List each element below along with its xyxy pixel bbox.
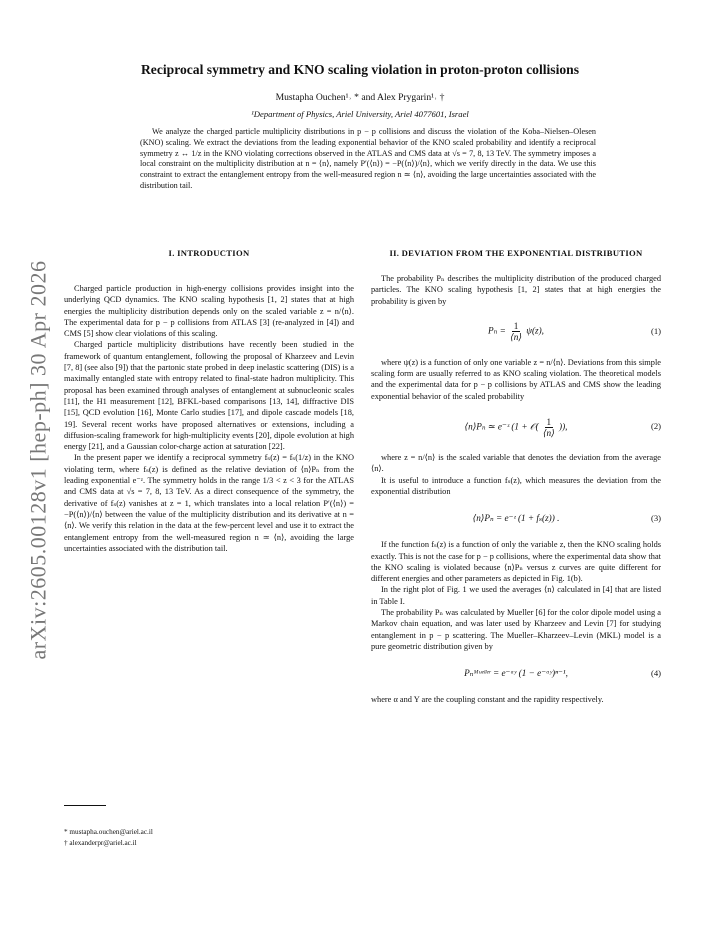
section-heading-deviation: II. DEVIATION FROM THE EXPONENTIAL DISTRIBUTION [389,248,643,258]
equation-2-number: (2) [650,421,661,432]
equation-2-numerator: 1 [546,416,552,427]
footnote-email-1: * mustapha.ouchen@ariel.ac.il [64,828,153,836]
intro-paragraph-2: Charged particle multiplicity distributions have recently been studied in the framework of quantum entanglement, following the proposal of Kharzeev and Levin [7, 8] (see also [9]) that the partonic state probed in deep inelastic scattering (DIS) is a maximally entangled state with entropy related to final-state hadron multiplicity. This proposal has been examined through analyses of entanglement at subnucleonic scales [11], the H1 measurement [12], BFKL-based comparisons [13, 14], diffractive DIS [15], QCD evolution [16], Monte Carlo studies [17], and dipole cascade models [18, 19]. Several recent works have proposed alternatives or extensions, including a diffusion-scaling framework for high-multiplicity events [20], dipole evolution at high energy [21], and a Gaussian color-charge action at saturation [22]. [64,340,354,452]
section2-paragraph-1: The probability Pₙ describes the multiplicity distribution of the produced charged particles. The KNO scaling hypothesis [1, 2] states that at high energies the probability is given by [371,274,661,306]
equation-2-denominator: ⟨n⟩ [542,427,555,438]
arxiv-identifier: arXiv:2605.00128v1 [hep-ph] 30 Apr 2026 [25,260,51,660]
arxiv-sidebar [18,250,58,670]
section2-paragraph-4: It is useful to introduce a function fₛ(z), which measures the deviation from the exponential distribution [371,475,661,496]
paper-affiliation: ¹Department of Physics, Ariel University, Ariel 4077601, Israel [251,109,469,119]
section-heading-introduction: I. INTRODUCTION [168,248,250,258]
equation-1-lhs: Pₙ = [488,326,506,336]
equation-2 [371,410,661,444]
equation-4 [371,660,661,686]
intro-paragraph-1: Charged particle production in high-energy collisions provides insight into the underlying QCD dynamics. The KNO scaling hypothesis [1, 2] states that at high energies the multiplicity distribution depends only on the scaled variable z = n/⟨n⟩. The experimental data for p − p collisions from ATLAS [3] (re-analyzed in [4]) and CMS [5] show clear violations of this scaling. [64,284,354,339]
equation-4-number: (4) [650,667,661,678]
abstract-text: We analyze the charged particle multiplicity distributions in p − p collisions and discuss the violation of the Koba–Nielsen–Olesen (KNO) scaling. We extract the deviations from the leading exponential behavior of the KNO scaled probability and identify a reciprocal symmetry z ↔ 1/z in the KNO violating corrections observed in the ATLAS and CMS data at √s = 7, 8, 13 TeV. The symmetry imposes a local constraint on the multiplicity distribution at n = ⟨n⟩, namely P′(⟨n⟩) = −P(⟨n⟩)/⟨n⟩, which we verify directly in the data. We use this constraint to extract the entanglement entropy from the well-measured region n ≃ ⟨n⟩, avoiding the large uncertainties associated with the distribution tail. [140,127,596,190]
equation-3-number: (3) [650,512,661,523]
footnotes [64,827,153,849]
equation-4-body: Pₙᴹᵘᵉˡˡᵉʳ = e⁻ᵅʸ (1 − e⁻ᵅʸ)ⁿ⁻¹, [464,667,568,678]
section2-paragraph-8: where α and Y are the coupling constant and the rapidity respectively. [371,695,604,705]
equation-2-rhs: )), [559,421,568,432]
footnote-rule [64,805,106,806]
paper-title: Reciprocal symmetry and KNO scaling violation in proton-proton collisions [140,62,580,77]
equation-3-body: ⟨n⟩Pₙ = e⁻ᶻ (1 + fₛ(z)) . [472,512,560,523]
section2-paragraph-5: If the function fₛ(z) is a function of only the variable z, then the KNO scaling holds exactly. This is not the case for p − p collisions, where the experimental data show that the KNO scaling is violated because ⟨n⟩Pₙ versus z curves are quite different for different energies and other parameters as depicted in Fig. 1(b). [371,540,661,584]
abstract [140,127,596,192]
section2-paragraph-2: where ψ(z) is a function of only one variable z = n/⟨n⟩. Deviations from this simple scaling form are usually referred to as KNO scaling violation. The theoretical models and the experimental data for p − p collisions by ATLAS and CMS show the leading exponential behavior of the scaled probability [371,357,661,401]
equation-1-fraction [510,321,522,342]
section2-paragraph-7: The probability Pₙ was calculated by Mueller [6] for the color dipole model using a Markov chain equation, and was later used by Kharzeev and Levin [7] for studying entanglement in p − p scattering. The Mueller–Kharzeev–Levin (MKL) model is a pure geometric distribution given by [371,608,661,651]
equation-1-body [488,321,544,342]
equation-1 [371,315,661,349]
equation-1-number: (1) [650,326,661,337]
section2-paragraph-3: where z = n/⟨n⟩ is the scaled variable that denotes the deviation from the average ⟨n⟩. [371,453,661,474]
equation-1-numerator: 1 [513,321,519,332]
equation-2-fraction [543,417,555,438]
footnote-email-2: † alexanderpr@ariel.ac.il [64,839,137,847]
equation-3 [371,505,661,531]
right-column [371,248,661,706]
section2-paragraph-6: In the right plot of Fig. 1 we used the averages ⟨n⟩ calculated in [4] that are listed in Table I. [371,585,661,606]
paper-authors: Mustapha Ouchen¹˒ * and Alex Prygarin¹˒ † [275,92,445,103]
equation-1-rhs: ψ(z), [526,326,544,336]
equation-1-denominator: ⟨n⟩ [510,332,522,343]
equation-2-lhs: ⟨n⟩Pₙ ≃ e⁻ᶻ (1 + 𝒪( [464,421,539,432]
left-column [64,248,354,554]
equation-2-body [465,417,568,438]
intro-paragraph-3: In the present paper we identify a reciprocal symmetry fₛ(z) = fₛ(1/z) in the KNO violating term, where fₛ(z) is defined as the relative deviation of ⟨n⟩Pₙ from the leading exponential e⁻ᶻ. The symmetry holds in the range 1/3 < z < 3 for the ATLAS and CMS data at √s = 7, 8, 13 TeV. As a direct consequence of the symmetry, the derivative of fₛ(z) vanishes at z = 1, which translates into a local relation P′(⟨n⟩) = −P(⟨n⟩)/⟨n⟩ between the value of the multiplicity distribution and its derivative at n = ⟨n⟩. We verify this relation in the data at the few-percent level and use it to extract the entanglement entropy from the well-measured region n ≃ ⟨n⟩, avoiding the large uncertainties associated with the distribution tail. [64,453,354,553]
